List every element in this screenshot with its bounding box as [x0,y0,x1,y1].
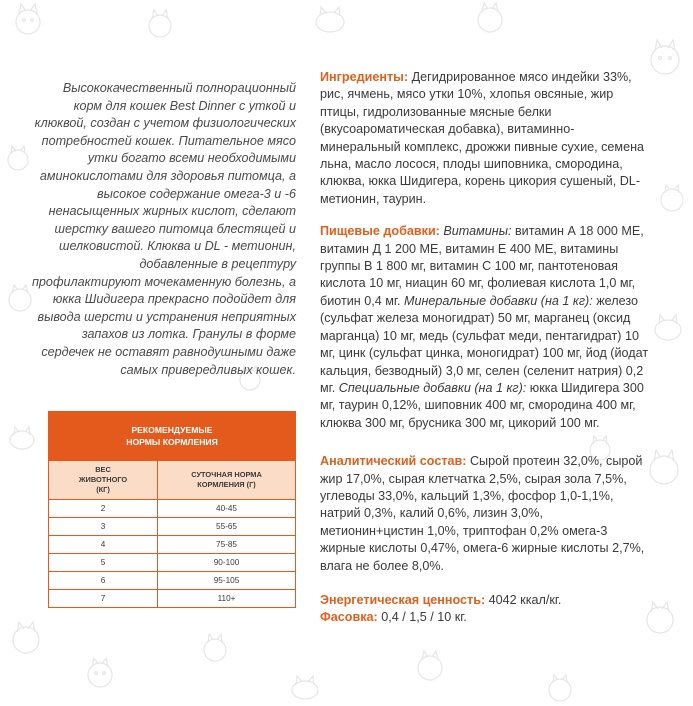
analysis-label: Аналитический состав: [320,454,467,469]
cell-norm: 95-105 [158,572,296,590]
ingredients-label: Ингредиенты: [320,70,409,84]
energy-label: Энергетическая ценность: [320,592,486,607]
minerals-text: железо (сульфат железа моногидрат) 50 мг, марганец (оксид марганца) 10 мг, медь (сульфат меди, пентагидрат) 10 мг, цинк (сульфат цинка, моногидрат) 100 мг, йод (йодат кальция, безводный) 3,0 мг, селен (селенит натрия) 0,2 мг. [320,293,649,395]
cell-weight: 3 [49,518,158,536]
cell-weight: 2 [49,500,158,518]
table-row [49,536,296,554]
energy-text: 4042 ккал/кг. [485,592,562,607]
special-additives-label: Специальные добавки (на 1 кг): [335,380,527,395]
cell-norm: 55-65 [158,518,296,536]
packaging-section [320,609,650,626]
feeding-norms-table [48,411,296,608]
cell-norm: 40-45 [158,500,296,518]
cell-weight: 4 [49,536,158,554]
energy-section [320,592,650,609]
composition-column [320,69,650,627]
additives-section [320,223,650,432]
table-row [49,500,296,518]
additives-label: Пищевые добавки: [320,224,440,239]
packaging-text: 0,4 / 1,5 / 10 кг. [377,610,467,625]
ingredients-text: Дегидрированное мясо индейки 33%, рис, ячмень, мясо утки 10%, хлопья овсяные, жир птицы, гидролизованные мясные белки (вкусоароматическая добавка), витаминно-минеральный комплекс, дрожжи пивные сухие, семена льна, масло лосося, плоды шиповника, смородина, клюква, юкка Шидигера, корень цикория сушеный, DL-метионин, таурин. [320,70,645,206]
special-additives-text: юкка Шидигера 300 мг, таурин 0,12%, шиповник 400 мг, смородина 400 мг, клюква 300 мг, брусника 300 мг, цикорий 100 мг. [320,380,644,430]
cell-weight: 5 [49,554,158,572]
table-title: РЕКОМЕНДУЕМЫЕ НОРМЫ КОРМЛЕНИЯ [49,412,296,461]
cell-weight: 7 [49,590,158,608]
table-row [49,590,296,608]
cell-weight: 6 [49,572,158,590]
column-header-daily-norm: СУТОЧНАЯ НОРМА КОРМЛЕНИЯ (Г) [158,461,296,500]
column-header-weight: ВЕС ЖИВОТНОГО (КГ) [49,461,158,500]
vitamins-label: Витамины: [439,224,512,239]
table-row [49,572,296,590]
minerals-label: Минеральные добавки (на 1 кг): [400,293,593,308]
table-row [49,518,296,536]
cell-norm: 110+ [158,590,296,608]
vitamins-text: витамин А 18 000 МЕ, витамин Д 1 200 МЕ, витамин Е 400 МЕ, витамины группы В 1 800 мг, витамин С 100 мг, пантотеновая кислота 10 мг, ниацин 60 мг, фолиевая кислота 1,0 мг, биотин 0,4 мг. [320,224,644,308]
packaging-label: Фасовка: [320,610,378,625]
table-row [49,554,296,572]
ingredients-section [320,69,650,208]
product-intro-text: Высококачественный полнорационный корм для кошек Best Dinner с уткой и клюквой, создан с учетом физиологических потребностей кошек. Питательное мясо утки богато всеми необходимыми аминокислотами для здоровья питомца, а высокое содержание омега-3 и -6 ненасыщенных жирных кислот, сделают шерстку вашего питомца блестящей и шелковистой. Клюква и DL - метионин, добавленные в рецептуру профилактируют мочекаменную болезнь, а юкка Шидигера прекрасно подойдет для вывода шерсти и устранения неприятных запахов из лотка. Гранулы в форме сердечек не оставят равнодушными даже самых привередливых кошек. [32,81,296,377]
cell-norm: 75-85 [158,536,296,554]
analysis-section [320,453,650,575]
cell-norm: 90-100 [158,554,296,572]
analysis-text: Сырой протеин 32,0%, сырой жир 17,0%, сырая клетчатка 2,5%, сырая зола 7,5%, углеводы 33,0%, кальций 1,3%, фосфор 1,0-1,1%, натрий 0,3%, калий 0,6%, лизин 3,0%, метионин+цистин 1,0%, триптофан 0,2% омега-3 жирные кислоты 0,47%, омега-6 жирные кислоты 2,7%, влага не более 8,0%. [320,454,645,573]
